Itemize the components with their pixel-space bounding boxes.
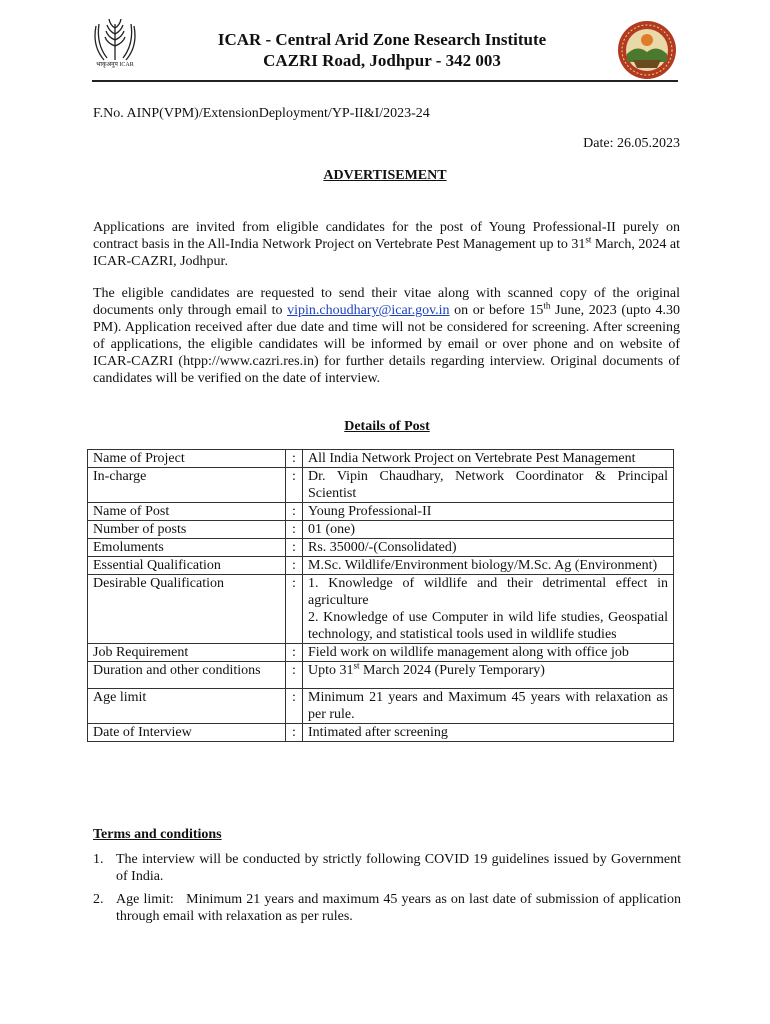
row-label: Desirable Qualification	[88, 575, 286, 644]
row-value: Minimum 21 years and Maximum 45 years with relaxation as per rule.	[303, 689, 674, 724]
para2-rest: June, 2023 (upto 4.30 PM). Application received after due date and time will not be considered for screening. After screening of applications, the eligible candidates will be informed by email or over phone and on website of ICAR-CAZRI (htpp://www.cazri.res.in) for further details regarding interview. Original documents of candidates will be verified on the date of interview.	[93, 303, 681, 386]
cazri-logo	[617, 20, 677, 80]
row-value	[303, 575, 674, 644]
table-row	[88, 521, 674, 539]
row-value: Young Professional-II	[303, 503, 674, 521]
row-label: Date of Interview	[88, 724, 286, 742]
list-item	[93, 891, 685, 925]
row-separator: :	[286, 521, 303, 539]
term-text: Age limit: Minimum 21 years and maximum 45 years as on last date of submission of application through email with relaxation as per rules.	[116, 892, 685, 924]
row-separator: :	[286, 539, 303, 557]
row-value: Rs. 35000/-(Consolidated)	[303, 539, 674, 557]
table-row	[88, 539, 674, 557]
row-value	[303, 662, 674, 689]
institute-name: ICAR - Central Arid Zone Research Institute	[217, 30, 547, 49]
icar-logo-text: भाकृअनुप ICAR	[96, 62, 134, 68]
table-row	[88, 644, 674, 662]
email-link[interactable]: vipin.choudhary@icar.gov.in	[287, 303, 450, 318]
row-label: Number of posts	[88, 521, 286, 539]
row-label: Age limit	[88, 689, 286, 724]
para1-end: March, 2024 at ICAR-CAZRI, Jodhpur.	[93, 237, 681, 269]
row-separator: :	[286, 575, 303, 644]
table-row	[88, 450, 674, 468]
para2-sup: th	[543, 300, 551, 311]
term-number: 1.	[93, 852, 104, 867]
term-text: The interview will be conducted by strictly following COVID 19 guidelines issued by Government of India.	[116, 852, 681, 884]
letterhead-title	[160, 29, 604, 71]
terms-list	[93, 851, 685, 931]
post-details-table	[87, 449, 674, 742]
para2-text: The eligible candidates are requested to send their vitae along with scanned copy of the original documents only through email to	[93, 286, 680, 318]
duration-text: Upto 31	[308, 663, 354, 678]
row-label: Name of Post	[88, 503, 286, 521]
row-separator: :	[286, 724, 303, 742]
icar-logo	[92, 16, 138, 76]
row-separator: :	[286, 689, 303, 724]
table-row	[88, 575, 674, 644]
row-separator: :	[286, 468, 303, 503]
row-value: Dr. Vipin Chaudhary, Network Coordinator & Principal Scientist	[303, 468, 674, 503]
list-item	[93, 851, 681, 885]
advertisement-title: ADVERTISEMENT	[323, 168, 447, 183]
details-of-post-title: Details of Post	[344, 419, 430, 434]
document-date: Date: 26.05.2023	[583, 136, 680, 151]
row-separator: :	[286, 450, 303, 468]
file-number: F.No. AINP(VPM)/ExtensionDeployment/YP-II&I/2023-24	[93, 106, 430, 121]
row-label: Duration and other conditions	[88, 662, 286, 689]
para1-sup: st	[585, 234, 592, 245]
institute-address: CAZRI Road, Jodhpur - 342 003	[263, 51, 501, 70]
row-value: M.Sc. Wildlife/Environment biology/M.Sc. Ag (Environment)	[303, 557, 674, 575]
table-row	[88, 468, 674, 503]
row-value: All India Network Project on Vertebrate Pest Management	[303, 450, 674, 468]
header-divider	[92, 80, 678, 82]
row-separator: :	[286, 644, 303, 662]
table-row	[88, 689, 674, 724]
table-row	[88, 662, 674, 689]
terms-title: Terms and conditions	[93, 827, 222, 842]
intro-paragraph	[93, 219, 680, 270]
table-row	[88, 557, 674, 575]
row-separator: :	[286, 503, 303, 521]
row-label: Emoluments	[88, 539, 286, 557]
row-value: Field work on wildlife management along with office job	[303, 644, 674, 662]
desirable-item-1: 1. Knowledge of wildlife and their detrimental effect in agriculture	[308, 576, 668, 608]
application-paragraph	[93, 285, 680, 387]
desirable-item-2: 2. Knowledge of use Computer in wild life studies, Geospatial technology, and statistical tools used in wildlife studies	[308, 610, 668, 642]
para1-text: Applications are invited from eligible candidates for the post of Young Professional-II purely on contract basis in the All-India Network Project on Vertebrate Pest Management up to 31	[93, 220, 680, 252]
para2-deadline: on or before 15	[449, 303, 544, 318]
row-label: Job Requirement	[88, 644, 286, 662]
row-label: Name of Project	[88, 450, 286, 468]
row-label: In-charge	[88, 468, 286, 503]
table-row	[88, 503, 674, 521]
row-value: 01 (one)	[303, 521, 674, 539]
row-separator: :	[286, 557, 303, 575]
row-separator: :	[286, 662, 303, 689]
table-row	[88, 724, 674, 742]
duration-end: March 2024 (Purely Temporary)	[359, 663, 545, 678]
duration-sup: st	[353, 660, 360, 671]
row-label: Essential Qualification	[88, 557, 286, 575]
term-number: 2.	[93, 892, 104, 907]
row-value: Intimated after screening	[303, 724, 674, 742]
